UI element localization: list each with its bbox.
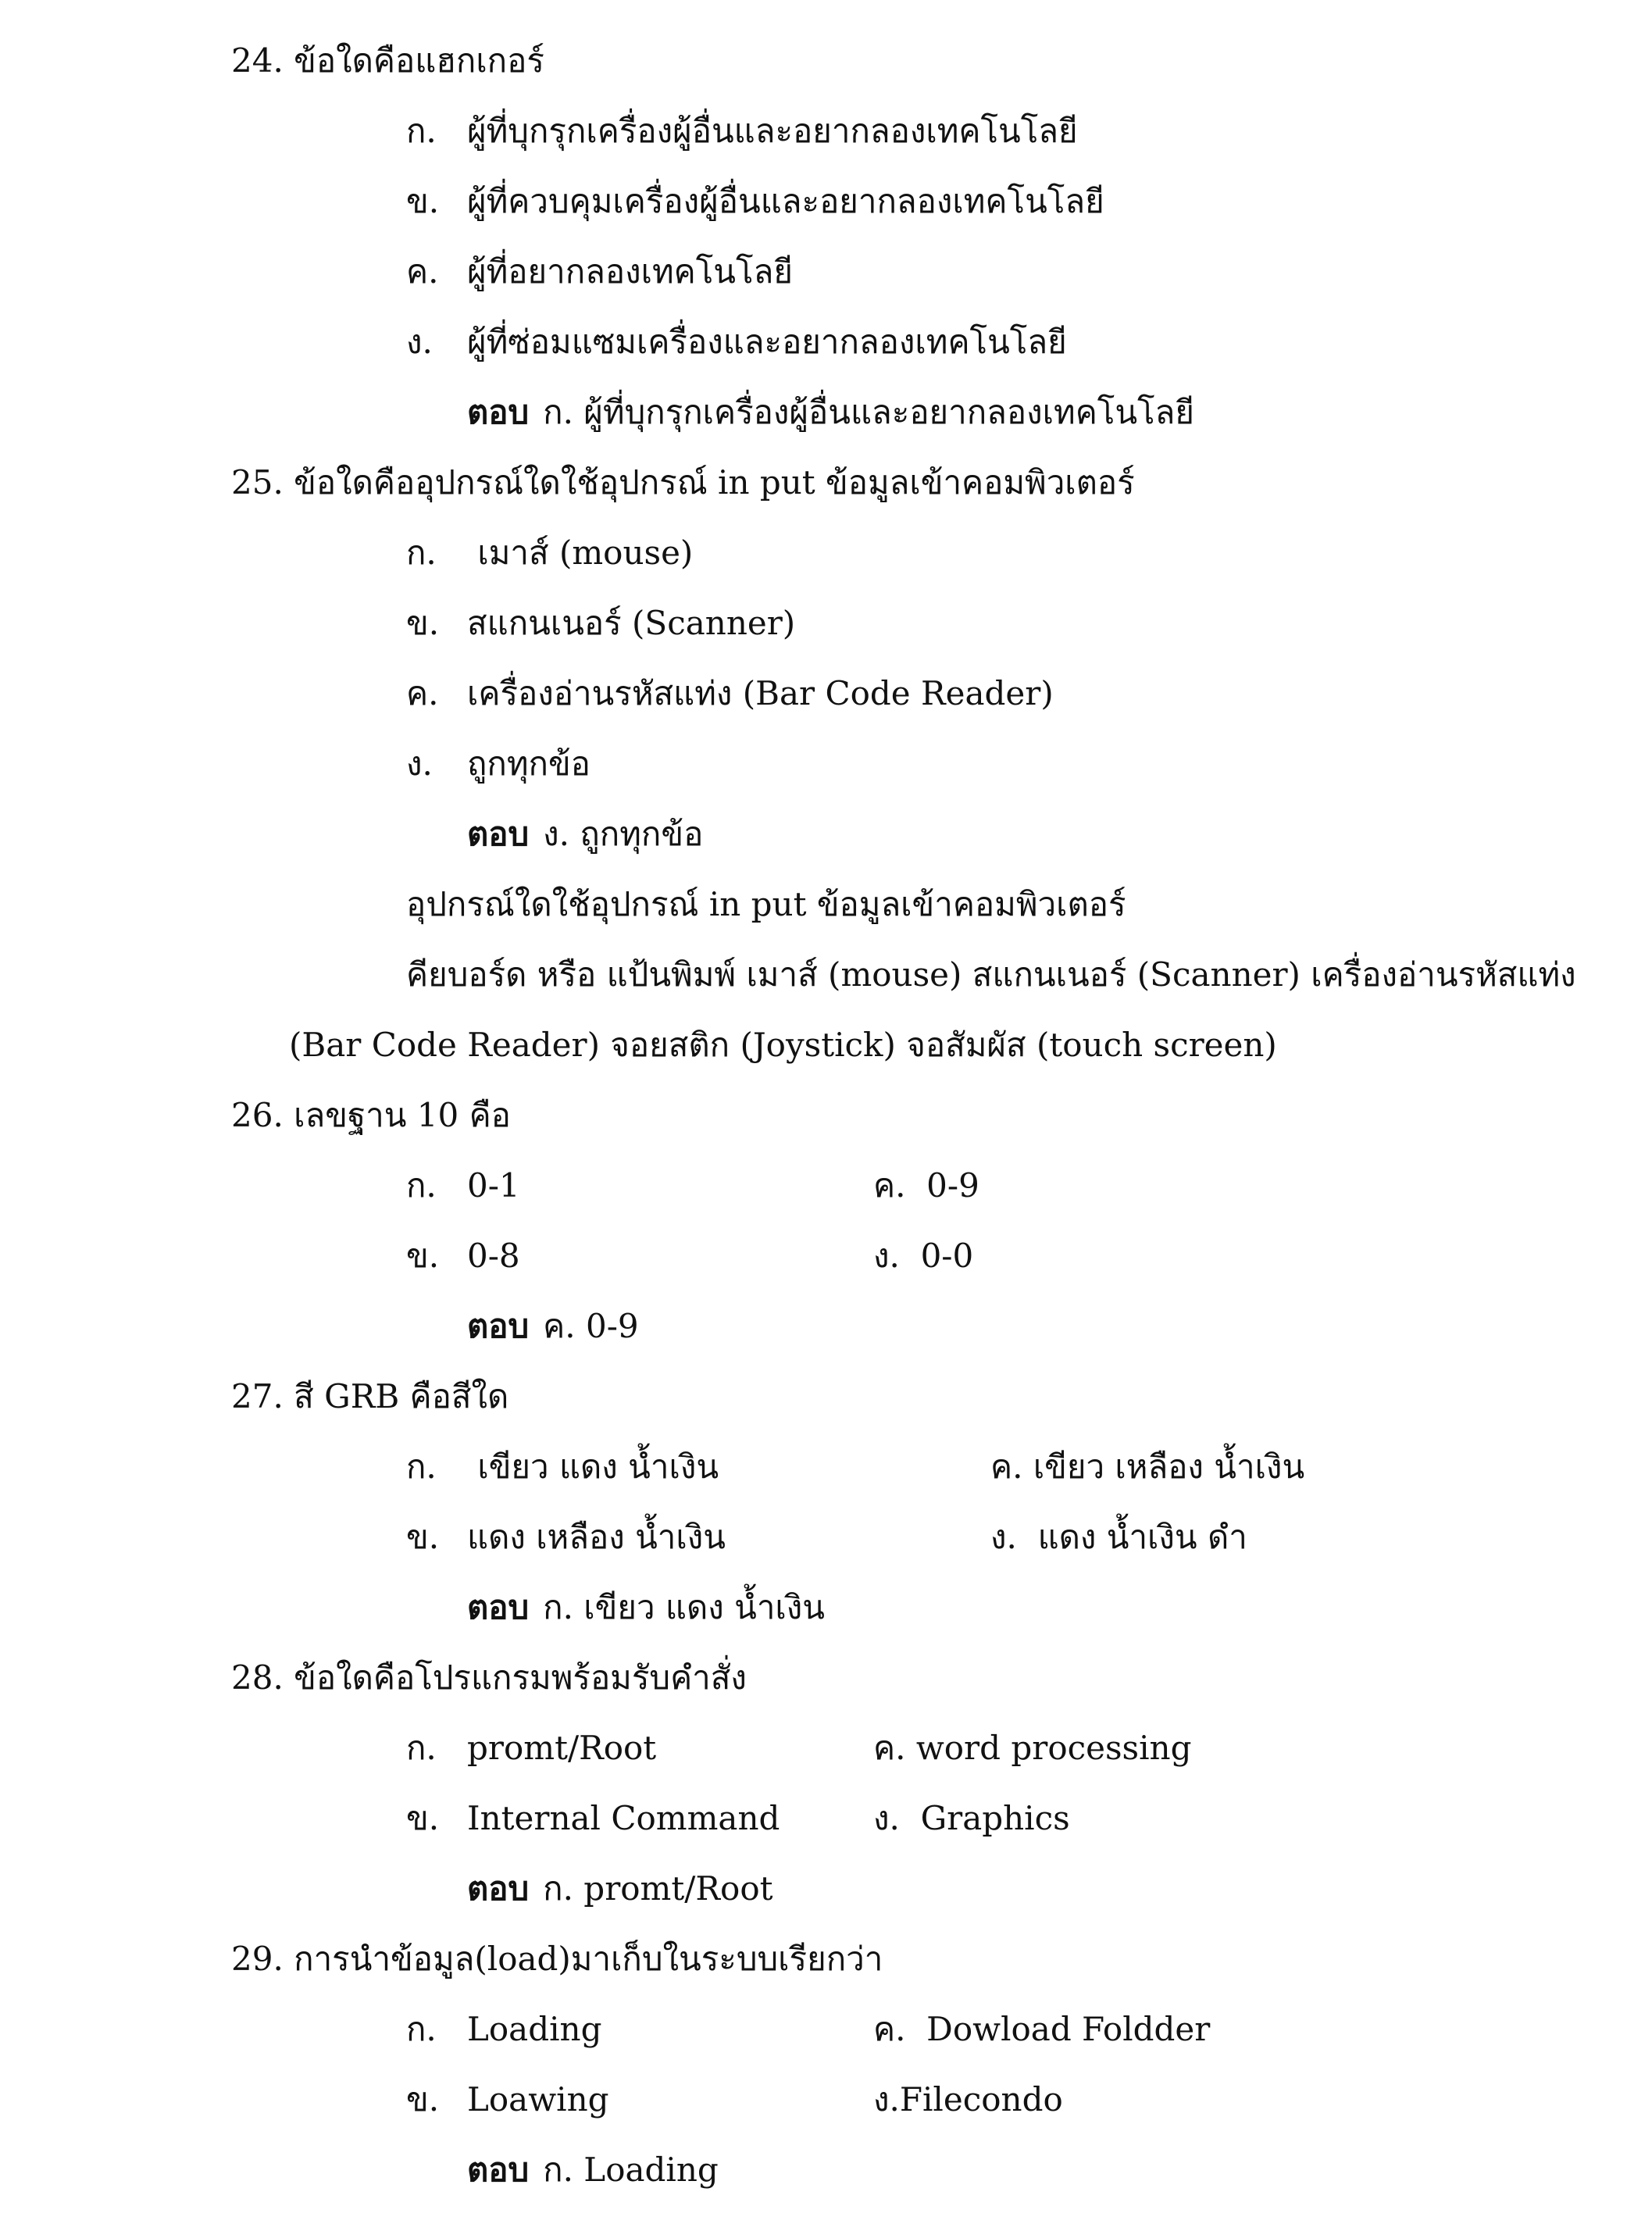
question-text: ข้อใดคือโปรแกรมพร้อมรับคำสั่ง: [294, 1658, 747, 1697]
option-letter: ก.: [406, 1447, 437, 1486]
question-27: [231, 1373, 508, 1420]
explanation-line: อุปกรณ์ใดใช้อุปกรณ์ in put ข้อมูลเข้าคอมพิวเตอร์: [406, 885, 1126, 923]
question-number: 29.: [231, 1940, 284, 1978]
option-q25-c: [406, 670, 1054, 717]
option-letter: ง.: [873, 1799, 900, 1837]
option-letter: ค.: [406, 252, 439, 291]
answer-label: ตอบ: [467, 1869, 530, 1908]
option-q26-c: [873, 1162, 979, 1209]
answer-label: ตอบ: [467, 1588, 530, 1626]
option-letter: ค.: [406, 674, 439, 712]
option-text: 0-0: [920, 1237, 974, 1275]
option-letter: ข.: [406, 1518, 440, 1556]
option-text: 0-1: [467, 1166, 520, 1205]
option-text: 0-8: [467, 1237, 520, 1275]
option-text: ผู้ที่ควบคุมเครื่องผู้อื่นและอยากลองเทคโนโลยี: [467, 182, 1104, 220]
explanation-line: คียบอร์ด หรือ แป้นพิมพ์ เมาส์ (mouse) สแกนเนอร์ (Scanner) เครื่องอ่านรหัสแท่ง: [406, 955, 1576, 994]
option-q24-b: [406, 178, 1104, 225]
question-28: [231, 1655, 747, 1701]
option-letter: ก.: [406, 1166, 437, 1205]
option-text: Filecondo: [899, 2080, 1063, 2119]
question-number: 26.: [231, 1096, 284, 1134]
option-text: เขียว แดง น้ำเงิน: [467, 1447, 719, 1486]
option-q26-a: [406, 1162, 520, 1209]
answer-text: ก. promt/Root: [543, 1869, 773, 1908]
option-q29-c: [873, 2006, 1210, 2053]
option-letter: ง.: [873, 2080, 900, 2119]
explanation-line: (Bar Code Reader) จอยสติก (Joystick) จอสัมผัส (touch screen): [289, 1026, 1277, 1064]
question-24: [231, 37, 544, 84]
option-q25-a: [406, 530, 693, 576]
option-letter: ค.: [873, 2010, 906, 2048]
option-letter: ก.: [406, 112, 437, 150]
option-q26-d: [873, 1233, 973, 1280]
answer-q26: [467, 1303, 639, 1350]
option-letter: ง.: [406, 744, 433, 783]
answer-text: ค. 0-9: [543, 1307, 639, 1345]
question-text: ข้อใดคืออุปกรณ์ใดใช้อุปกรณ์ in put ข้อมูลเข้าคอมพิวเตอร์: [294, 463, 1135, 502]
answer-text: ง. ถูกทุกข้อ: [543, 815, 704, 853]
option-letter: ข.: [406, 2080, 440, 2119]
option-text: ผู้ที่อยากลองเทคโนโลยี: [467, 252, 793, 291]
option-q29-b: [406, 2076, 609, 2123]
answer-label: ตอบ: [467, 2151, 530, 2189]
option-letter: ก.: [406, 1729, 437, 1767]
option-text: แดง เหลือง น้ำเงิน: [467, 1518, 726, 1556]
option-letter: ข.: [406, 182, 440, 220]
option-letter: ง.: [990, 1518, 1017, 1556]
option-text: promt/Root: [467, 1729, 657, 1767]
option-text: เครื่องอ่านรหัสแท่ง (Bar Code Reader): [467, 674, 1054, 712]
question-text: เลขฐาน 10 คือ: [294, 1096, 511, 1134]
option-q28-b: [406, 1795, 780, 1842]
question-text: การนำข้อมูล(load)มาเก็บในระบบเรียกว่า: [294, 1940, 883, 1978]
answer-q27: [467, 1584, 825, 1631]
option-text: Loading: [467, 2010, 602, 2048]
option-text: word processing: [915, 1729, 1192, 1767]
answer-text: ก. ผู้ที่บุกรุกเครื่องผู้อื่นและอยากลองเทคโนโลยี: [543, 393, 1194, 431]
option-text: ผู้ที่บุกรุกเครื่องผู้อื่นและอยากลองเทคโนโลยี: [467, 112, 1078, 150]
question-29: [231, 1936, 883, 1983]
answer-label: ตอบ: [467, 393, 530, 431]
question-text: สี GRB คือสีใด: [294, 1377, 509, 1415]
option-text: 0-9: [926, 1166, 979, 1205]
answer-text: ก. เขียว แดง น้ำเงิน: [543, 1588, 825, 1626]
option-q27-d: [990, 1514, 1247, 1561]
option-q24-c: [406, 248, 793, 295]
answer-q29: [467, 2147, 719, 2194]
option-letter: ง.: [873, 1237, 900, 1275]
option-text: แดง น้ำเงิน ดำ: [1037, 1518, 1247, 1556]
option-q24-a: [406, 108, 1078, 155]
question-25: [231, 459, 1135, 506]
option-q29-d: [873, 2076, 1063, 2123]
question-number: 27.: [231, 1377, 284, 1415]
option-q28-a: [406, 1725, 656, 1772]
answer-q28: [467, 1865, 772, 1912]
question-number: 25.: [231, 463, 284, 502]
option-q27-a: [406, 1444, 719, 1490]
option-q29-a: [406, 2006, 601, 2053]
option-text: Dowload Foldder: [926, 2010, 1211, 2048]
option-text: Graphics: [920, 1799, 1070, 1837]
question-number: 24.: [231, 41, 284, 80]
answer-q25: [467, 811, 703, 858]
option-q27-b: [406, 1514, 726, 1561]
question-number: 28.: [231, 1658, 284, 1697]
option-q28-d: [873, 1795, 1070, 1842]
option-letter: ง.: [406, 323, 433, 361]
option-letter: ค.: [990, 1447, 1023, 1486]
option-text: ผู้ที่ซ่อมแซมเครื่องและอยากลองเทคโนโลยี: [467, 323, 1067, 361]
option-text: เขียว เหลือง น้ำเงิน: [1033, 1447, 1305, 1486]
answer-q24: [467, 389, 1194, 436]
option-q26-b: [406, 1233, 520, 1280]
option-letter: ก.: [406, 2010, 437, 2048]
option-text: Loawing: [467, 2080, 609, 2119]
answer-label: ตอบ: [467, 815, 530, 853]
question-text: ข้อใดคือแฮกเกอร์: [294, 41, 544, 80]
option-letter: ข.: [406, 604, 440, 642]
option-q28-c: [873, 1725, 1191, 1772]
option-letter: ค.: [873, 1166, 906, 1205]
option-text: สแกนเนอร์ (Scanner): [467, 604, 796, 642]
option-text: เมาส์ (mouse): [467, 534, 694, 572]
option-letter: ข.: [406, 1237, 440, 1275]
option-text: ถูกทุกข้อ: [467, 744, 591, 783]
option-text: Internal Command: [467, 1799, 780, 1837]
option-q25-d: [406, 741, 591, 787]
option-q25-b: [406, 600, 795, 647]
answer-text: ก. Loading: [543, 2151, 719, 2189]
option-letter: ข.: [406, 1799, 440, 1837]
option-letter: ก.: [406, 534, 437, 572]
question-26: [231, 1092, 511, 1139]
option-q24-d: [406, 319, 1067, 366]
answer-label: ตอบ: [467, 1307, 530, 1345]
option-letter: ค.: [873, 1729, 906, 1767]
option-q27-c: [990, 1444, 1304, 1490]
